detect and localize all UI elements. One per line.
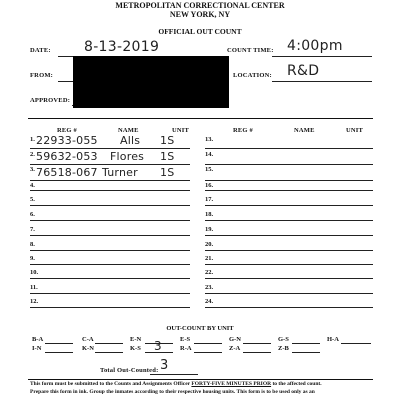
location-label: LOCATION: <box>233 72 272 79</box>
approved-label: APPROVED: <box>30 97 71 104</box>
total-label: Total Out-Counted: <box>100 367 159 374</box>
row-number: 15. <box>205 166 214 173</box>
row-line <box>205 307 373 308</box>
row-line <box>30 307 190 308</box>
row-number: 7. <box>30 226 35 233</box>
row-number: 9. <box>30 255 35 262</box>
row-unit: 1S <box>160 150 175 163</box>
unit-blank <box>45 352 73 353</box>
row-unit: 1S <box>160 166 175 179</box>
row-reg-number: 22933-055 <box>36 134 98 147</box>
row-line <box>205 190 373 191</box>
row-number: 4. <box>30 182 35 189</box>
unit-label: R-A <box>180 345 192 352</box>
row-line <box>205 250 373 251</box>
redaction-block <box>73 56 229 108</box>
row-number: 6. <box>30 211 35 218</box>
unit-label: B-A <box>32 336 44 343</box>
row-number: 19. <box>205 226 214 233</box>
row-line <box>30 148 190 149</box>
unit-label: G-S <box>278 336 289 343</box>
row-number: 23. <box>205 284 214 291</box>
row-line <box>30 250 190 251</box>
row-line <box>30 164 190 165</box>
unit-label: G-N <box>229 336 241 343</box>
footer-line-1 <box>30 381 380 387</box>
count-time-underline <box>272 56 372 57</box>
out-count-title: OUT-COUNT BY UNIT <box>166 325 234 332</box>
row-line <box>30 264 190 265</box>
unit-blank <box>243 352 271 353</box>
footer-line-2: Prepare this form in ink. Group the inmates according to their respective housing units. This form is to be used only as an <box>30 389 315 395</box>
unit-blank <box>243 343 271 344</box>
location-value: R&D <box>287 63 320 79</box>
unit-blank <box>95 352 123 353</box>
table-top-border <box>28 118 373 119</box>
row-line <box>205 148 373 149</box>
form-title: OFFICIAL OUT COUNT <box>158 27 242 36</box>
total-value: 3 <box>160 358 169 373</box>
row-unit: 1S <box>160 134 175 147</box>
total-underline <box>150 374 198 375</box>
row-number: 24. <box>205 298 214 305</box>
col-header-unit-left: UNIT <box>172 127 190 134</box>
row-line <box>30 293 190 294</box>
institution-location: NEW YORK, NY <box>169 10 231 19</box>
row-line <box>205 235 373 236</box>
unit-blank <box>292 352 320 353</box>
footer-rule <box>28 379 373 380</box>
row-line <box>30 278 190 279</box>
unit-label: K-S <box>130 345 141 352</box>
unit-blank <box>194 352 222 353</box>
row-reg-number: 76518-067 <box>36 166 98 179</box>
row-line <box>205 278 373 279</box>
unit-label: C-A <box>82 336 94 343</box>
footer-text-a: This form must be submitted to the Counts and Assignments Officer <box>30 381 192 387</box>
row-number: 12. <box>30 298 39 305</box>
row-line <box>205 220 373 221</box>
row-line <box>30 205 190 206</box>
row-number: 1. <box>30 136 35 143</box>
footer-text-c: to the affected count. <box>271 381 322 387</box>
count-time-value: 4:00pm <box>287 38 343 54</box>
unit-blank <box>45 343 73 344</box>
col-header-name-left: NAME <box>118 127 139 134</box>
date-value: 8-13-2019 <box>84 39 160 55</box>
unit-label: Z-B <box>278 345 289 352</box>
row-line <box>205 164 373 165</box>
ks-count-value: 3 <box>154 339 162 353</box>
row-number: 16. <box>205 182 214 189</box>
location-underline <box>272 81 372 82</box>
row-line <box>205 264 373 265</box>
row-line <box>30 180 190 181</box>
unit-blank <box>341 343 371 344</box>
row-number: 10. <box>30 269 39 276</box>
unit-label: Z-A <box>229 345 241 352</box>
row-line <box>30 190 190 191</box>
row-line <box>30 220 190 221</box>
row-number: 13. <box>205 136 214 143</box>
unit-label: E-S <box>180 336 191 343</box>
col-header-reg-right: REG # <box>233 127 253 134</box>
row-line <box>205 293 373 294</box>
row-number: 22. <box>205 269 214 276</box>
unit-label: E-N <box>130 336 142 343</box>
row-number: 14. <box>205 151 214 158</box>
unit-label: I-N <box>32 345 42 352</box>
row-number: 20. <box>205 241 214 248</box>
count-time-label: COUNT TIME: <box>227 47 274 54</box>
row-line <box>30 235 190 236</box>
footer-text-emphasis: FORTY-FIVE MINUTES PRIOR <box>191 381 272 387</box>
row-reg-number: 59632-053 <box>36 150 98 163</box>
institution-name: METROPOLITAN CORRECTIONAL CENTER <box>115 1 285 10</box>
row-number: 5. <box>30 196 35 203</box>
col-header-unit-right: UNIT <box>346 127 364 134</box>
row-name: Flores <box>110 150 145 163</box>
row-number: 18. <box>205 211 214 218</box>
unit-blank <box>194 343 222 344</box>
unit-blank <box>292 343 320 344</box>
row-number: 11. <box>30 284 38 291</box>
row-number: 21. <box>205 255 214 262</box>
from-label: FROM: <box>30 72 54 79</box>
row-name: Turner <box>102 166 138 179</box>
row-number: 8. <box>30 241 35 248</box>
row-name: Alls <box>120 134 141 147</box>
row-number: 3. <box>30 166 35 173</box>
row-line <box>205 180 373 181</box>
unit-label: K-N <box>82 345 94 352</box>
col-header-name-right: NAME <box>294 127 315 134</box>
row-number: 17. <box>205 196 214 203</box>
row-number: 2. <box>30 151 35 158</box>
row-line <box>205 205 373 206</box>
unit-blank <box>95 343 123 344</box>
date-label: DATE: <box>30 47 51 54</box>
col-header-reg-left: REG # <box>57 127 77 134</box>
unit-label: H-A <box>327 336 339 343</box>
